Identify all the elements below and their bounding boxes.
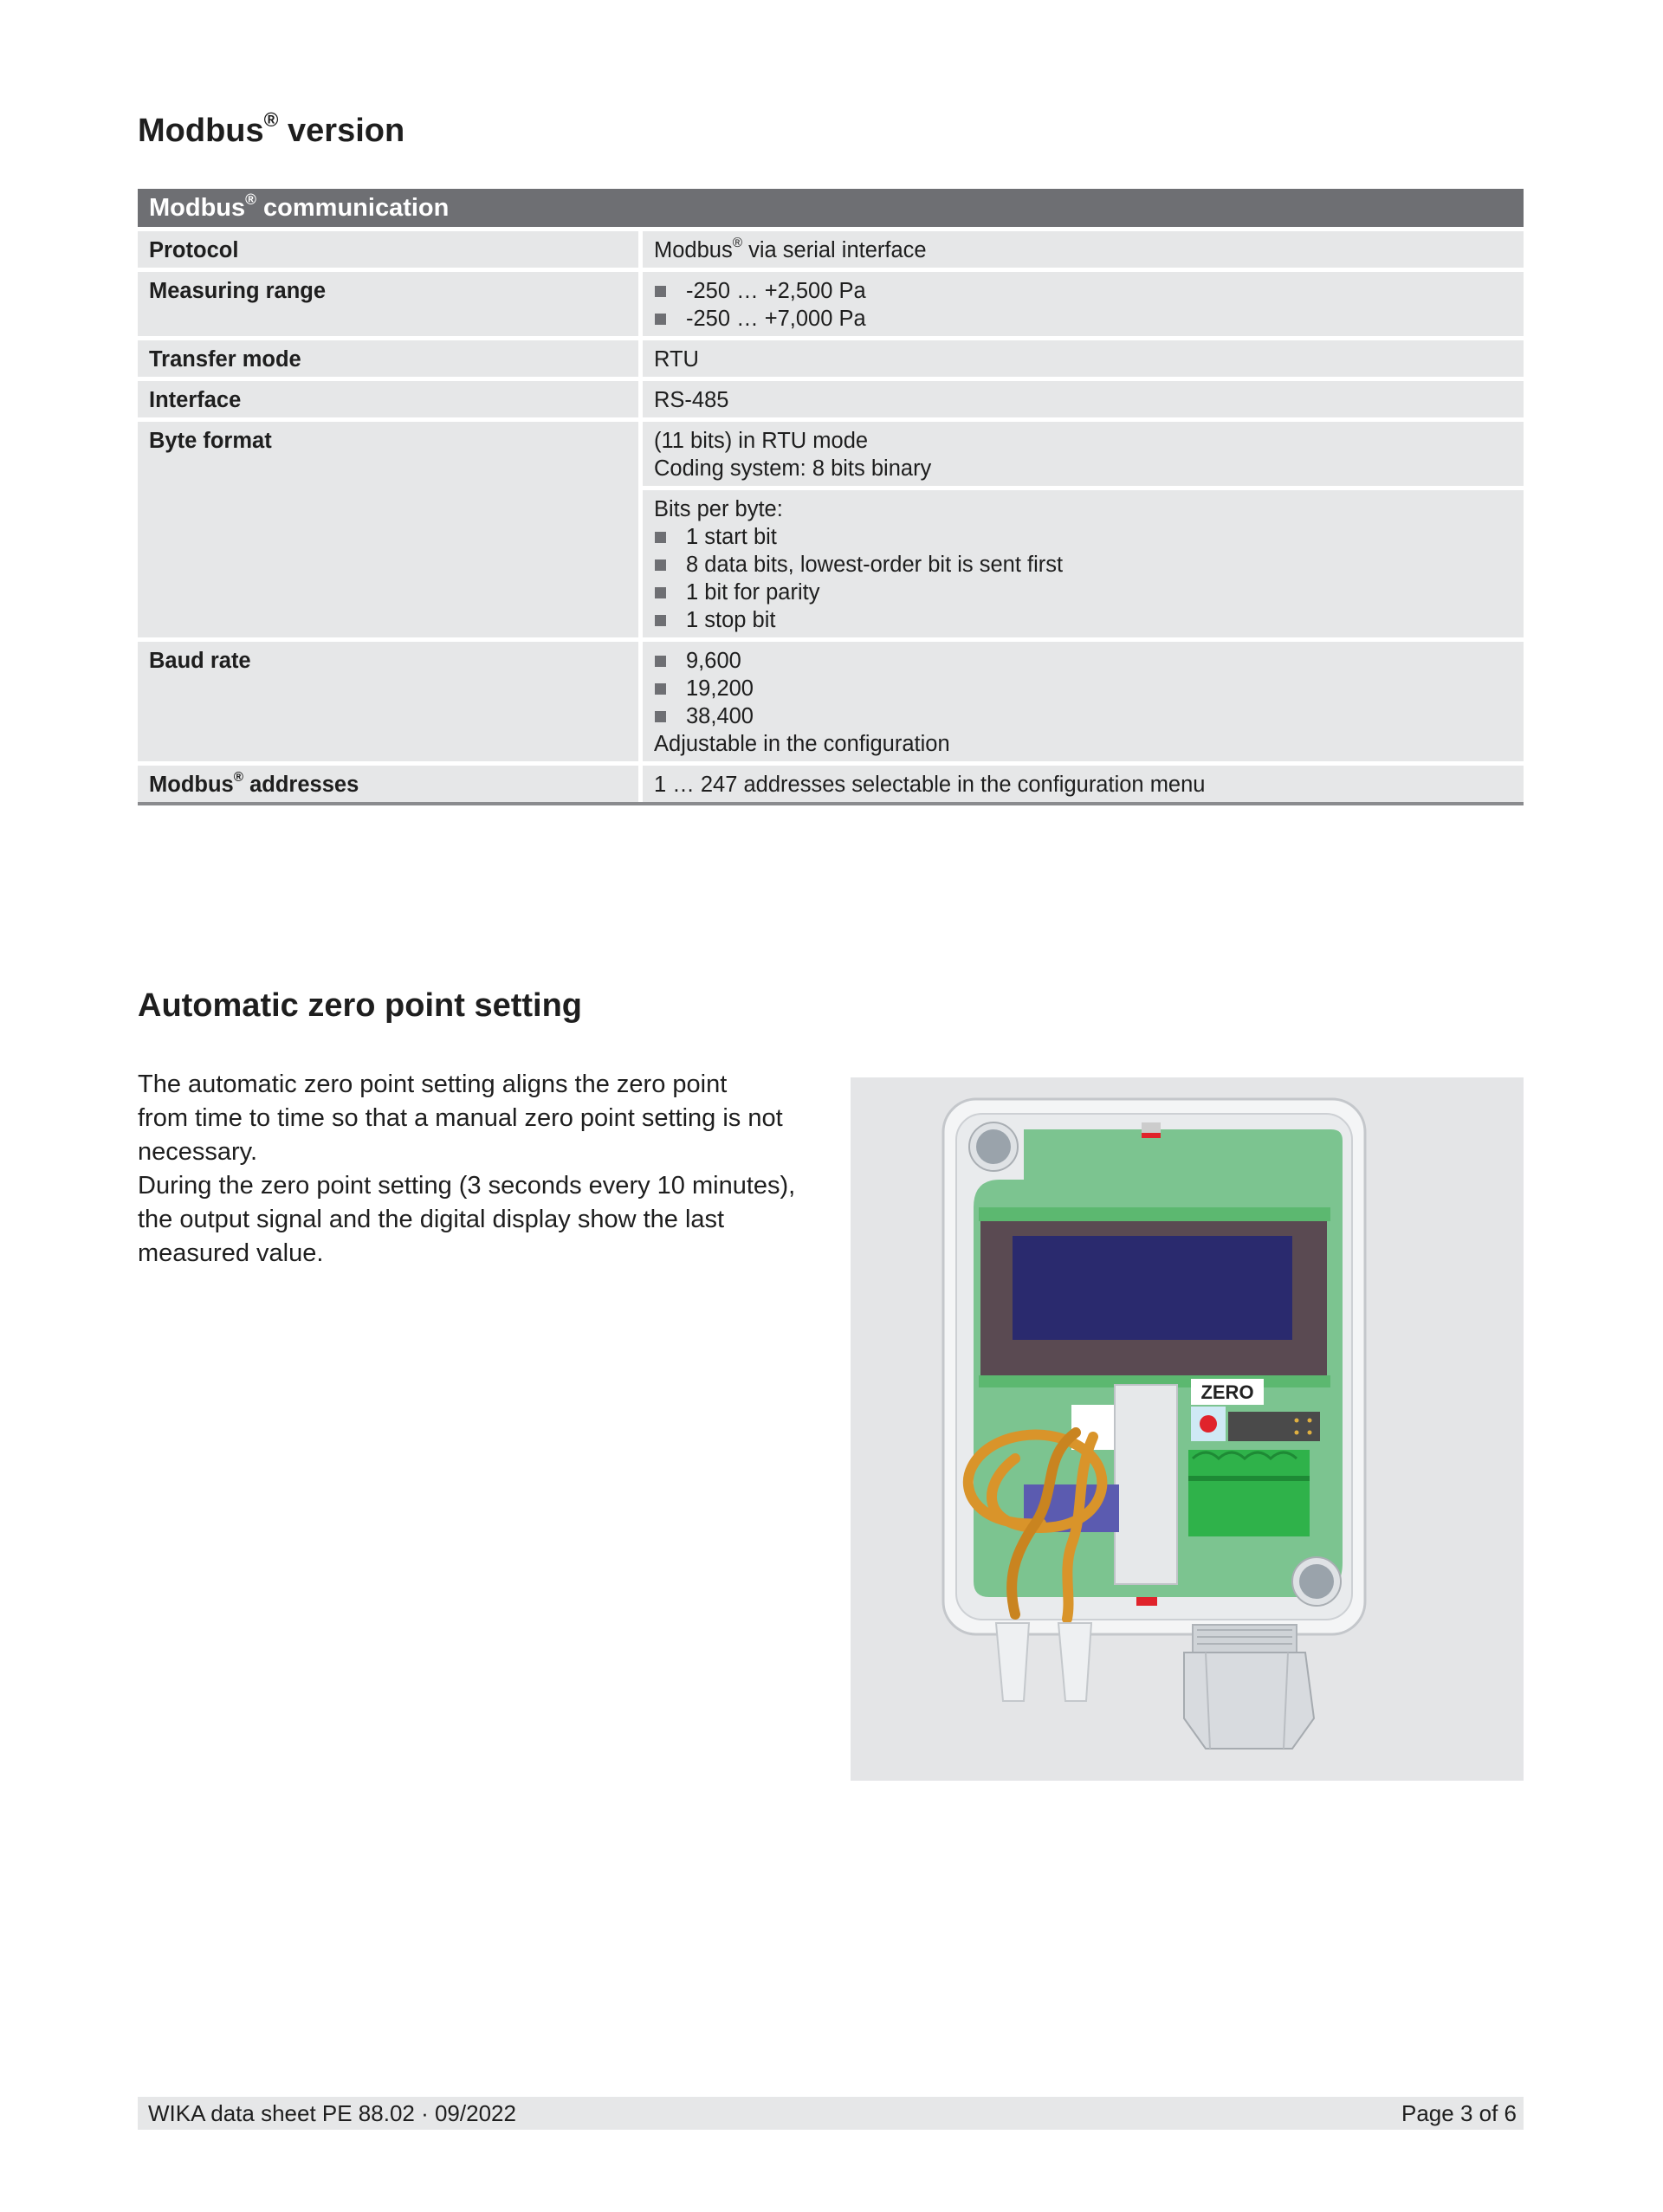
list-item: -250 … +2,500 Pa	[654, 277, 1512, 305]
row-value	[643, 272, 1524, 336]
paragraph-line: The automatic zero point setting aligns the zero point	[138, 1070, 728, 1098]
description-paragraph	[138, 1068, 813, 1271]
row-value: RS-485	[643, 381, 1524, 417]
row-value: Modbus® via serial interface	[643, 231, 1524, 268]
table-row	[138, 272, 1524, 336]
table-row	[138, 381, 1524, 417]
svg-text:ZERO: ZERO	[1200, 1381, 1254, 1403]
list-item: 1 bit for parity	[654, 579, 1512, 606]
list-item: 1 start bit	[654, 523, 1512, 551]
paragraph-line: measured value.	[138, 1239, 324, 1267]
page-number: Page 3 of 6	[1401, 2100, 1517, 2126]
device-illustration	[851, 1077, 1524, 1781]
datasheet-reference: WIKA data sheet PE 88.02 · 09/2022	[148, 2100, 516, 2126]
list-item: 38,400	[654, 702, 1512, 730]
paragraph-line: from time to time so that a manual zero point setting is not	[138, 1104, 783, 1132]
row-value: RTU	[643, 340, 1524, 377]
transmitter-open-housing-icon	[851, 1077, 1524, 1781]
table-header: Modbus® communication	[138, 189, 1524, 227]
table-row	[138, 766, 1524, 805]
row-label: Protocol	[138, 231, 638, 268]
value-line: Adjustable in the configuration	[654, 732, 950, 756]
row-value	[643, 642, 1524, 761]
row-subvalue	[643, 490, 1524, 637]
modbus-communication-table	[138, 189, 1524, 805]
list-item: 9,600	[654, 647, 1512, 675]
list-item: 8 data bits, lowest-order bit is sent first	[654, 551, 1512, 579]
row-label: Modbus® addresses	[138, 766, 638, 802]
section-title: Automatic zero point setting	[138, 987, 582, 1024]
paragraph-line: During the zero point setting (3 seconds every 10 minutes),	[138, 1172, 796, 1200]
value-line: Coding system: 8 bits binary	[654, 456, 932, 481]
table-row	[138, 642, 1524, 761]
row-value	[643, 422, 1524, 486]
value-line: Bits per byte:	[654, 497, 783, 521]
list-item: 1 stop bit	[654, 606, 1512, 634]
row-label: Interface	[138, 381, 638, 417]
row-label: Baud rate	[138, 642, 638, 761]
value-line: (11 bits) in RTU mode	[654, 429, 869, 453]
row-label: Transfer mode	[138, 340, 638, 377]
table-row	[138, 422, 1524, 637]
page-title: Modbus® version	[138, 107, 405, 149]
row-label: Measuring range	[138, 272, 638, 336]
row-value: 1 … 247 addresses selectable in the configuration menu	[643, 766, 1524, 802]
page-footer	[138, 2097, 1524, 2130]
paragraph-line: the output signal and the digital display show the last	[138, 1206, 725, 1233]
row-label: Byte format	[138, 422, 638, 637]
table-row	[138, 340, 1524, 377]
paragraph-line: necessary.	[138, 1138, 258, 1166]
table-row	[138, 231, 1524, 268]
list-item: -250 … +7,000 Pa	[654, 305, 1512, 333]
list-item: 19,200	[654, 675, 1512, 702]
